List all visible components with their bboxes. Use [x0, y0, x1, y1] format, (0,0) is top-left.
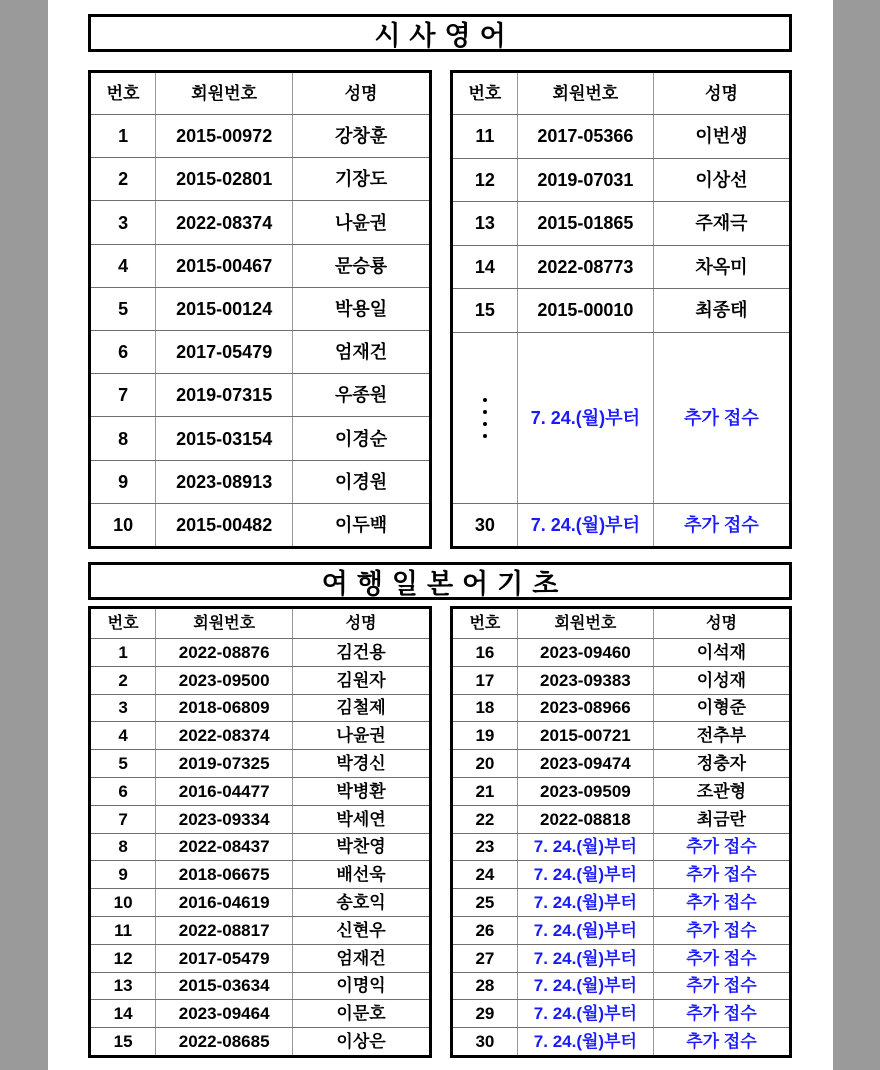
table-cell: 엄재건 — [292, 945, 429, 972]
table-cell: 2023-09383 — [517, 667, 653, 694]
table-row — [91, 114, 429, 157]
table-cell: 추가 접수 — [653, 1028, 789, 1055]
table-cell: 문승룡 — [292, 245, 429, 287]
dot — [483, 422, 487, 426]
table-cell: 7. 24.(월)부터 — [517, 1000, 653, 1027]
table-cell: 9 — [118, 471, 129, 492]
table-cell: 이성재 — [653, 667, 789, 694]
viewer-gutter-right — [833, 0, 880, 1070]
table-cell: 2022-08437 — [155, 834, 292, 861]
column-header-member-id: 회원번호 — [155, 609, 292, 638]
table-row — [91, 638, 429, 666]
table-body — [91, 114, 429, 546]
table-cell: 이번생 — [653, 115, 789, 158]
section-title: 여행일본어기초 — [88, 562, 792, 600]
table-cell: 12 — [474, 169, 495, 190]
column-header-name: 성명 — [653, 609, 789, 638]
table-cell: 2017-05479 — [155, 331, 292, 373]
table-cell: 김건용 — [292, 639, 429, 666]
table-row — [91, 972, 429, 1000]
roster-table-left — [88, 606, 432, 1058]
table-cell: 5 — [118, 754, 128, 774]
table-cell: 30 — [475, 1032, 495, 1052]
table-cell: 10 — [113, 893, 133, 913]
table-cell: 24 — [475, 865, 495, 885]
table-row — [453, 888, 789, 916]
table-cell: 3 — [118, 212, 129, 233]
table-cell: 전추부 — [653, 722, 789, 749]
table-cell: 7. 24.(월)부터 — [517, 917, 653, 944]
column-header-number: 번호 — [469, 614, 501, 632]
table-cell: 우종원 — [292, 374, 429, 416]
table-cell: 2015-02801 — [155, 158, 292, 200]
table-row — [91, 1027, 429, 1055]
table-cell: 3 — [118, 698, 128, 718]
table-cell: 최종태 — [653, 289, 789, 332]
table-cell: 26 — [475, 920, 495, 940]
table-row — [91, 999, 429, 1027]
table-row — [453, 721, 789, 749]
table-cell: 14 — [113, 1004, 133, 1024]
table-cell: 2023-09334 — [155, 806, 292, 833]
table-cell: 2018-06809 — [155, 695, 292, 722]
table-header-row — [91, 609, 429, 638]
table-cell: 2 — [118, 670, 128, 690]
table-cell: 이경원 — [292, 461, 429, 503]
table-header-row — [91, 73, 429, 114]
dot — [483, 410, 487, 414]
table-cell: 추가 접수 — [653, 1000, 789, 1027]
table-row — [91, 916, 429, 944]
table-cell: 박찬영 — [292, 834, 429, 861]
table-row — [91, 944, 429, 972]
table-cell: 추가 접수 — [653, 333, 789, 503]
column-header-number: 번호 — [107, 614, 139, 632]
table-row — [91, 416, 429, 459]
table-cell: 2022-08876 — [155, 639, 292, 666]
table-row — [91, 833, 429, 861]
table-cell: 2018-06675 — [155, 861, 292, 888]
table-cell: 7. 24.(월)부터 — [517, 945, 653, 972]
table-body — [453, 638, 789, 1055]
table-header-row — [453, 609, 789, 638]
table-cell: 22 — [475, 809, 495, 829]
table-cell: 추가 접수 — [653, 973, 789, 1000]
table-cell: 17 — [475, 670, 495, 690]
table-cell: 최금란 — [653, 806, 789, 833]
table-row — [453, 245, 789, 289]
table-row — [91, 460, 429, 503]
column-header-member-id: 회원번호 — [517, 73, 653, 114]
table-cell: 이명익 — [292, 973, 429, 1000]
table-cell: 13 — [113, 976, 133, 996]
table-header-row — [453, 73, 789, 114]
column-header-number: 번호 — [468, 84, 502, 103]
table-row — [453, 1027, 789, 1055]
table-cell: 10 — [113, 514, 134, 535]
table-cell: 2022-08374 — [155, 722, 292, 749]
roster-table-left — [88, 70, 432, 549]
table-cell: 5 — [118, 298, 129, 319]
table-row — [453, 944, 789, 972]
table-cell: 조관형 — [653, 778, 789, 805]
table-cell: 16 — [475, 642, 495, 662]
table-row — [91, 888, 429, 916]
table-row — [91, 157, 429, 200]
table-row — [453, 666, 789, 694]
table-cell: 2019-07325 — [155, 750, 292, 777]
table-cell: 2019-07031 — [517, 159, 653, 202]
table-cell: 2015-00972 — [155, 115, 292, 157]
table-row — [453, 694, 789, 722]
roster-table-right — [450, 70, 792, 549]
table-cell: 배선욱 — [292, 861, 429, 888]
table-body — [91, 638, 429, 1055]
table-row — [453, 805, 789, 833]
table-cell: 11 — [475, 126, 495, 147]
table-cell: 기장도 — [292, 158, 429, 200]
table-cell: 김철제 — [292, 695, 429, 722]
table-cell: 2023-08966 — [517, 695, 653, 722]
table-cell: 2015-03154 — [155, 417, 292, 459]
table-cell: 4 — [118, 726, 128, 746]
table-cell: 2015-00721 — [517, 722, 653, 749]
table-cell: 21 — [475, 781, 495, 801]
table-row — [91, 805, 429, 833]
table-cell: 추가 접수 — [653, 861, 789, 888]
table-cell: 2022-08817 — [155, 917, 292, 944]
table-cell: 2016-04619 — [155, 889, 292, 916]
roster-table-right — [450, 606, 792, 1058]
table-cell: 박용일 — [292, 288, 429, 330]
table-cell: 7. 24.(월)부터 — [517, 889, 653, 916]
table-row — [453, 749, 789, 777]
table-row — [453, 972, 789, 1000]
table-cell: 김원자 — [292, 667, 429, 694]
table-cell: 7 — [118, 385, 129, 406]
table-row — [91, 666, 429, 694]
table-cell: 이상선 — [653, 159, 789, 202]
table-cell: 2023-09500 — [155, 667, 292, 694]
table-row — [91, 244, 429, 287]
table-cell: 2019-07315 — [155, 374, 292, 416]
table-cell: 정충자 — [653, 750, 789, 777]
table-cell: 7. 24.(월)부터 — [517, 834, 653, 861]
table-cell: 30 — [474, 514, 495, 535]
table-row — [453, 114, 789, 158]
table-row — [91, 373, 429, 416]
table-row — [453, 503, 789, 547]
table-row — [91, 503, 429, 546]
table-row — [453, 860, 789, 888]
table-cell: 25 — [475, 893, 495, 913]
table-cell: 강창훈 — [292, 115, 429, 157]
table-row — [91, 721, 429, 749]
table-cell: 나윤권 — [292, 722, 429, 749]
table-row — [453, 638, 789, 666]
column-header-name: 성명 — [653, 73, 789, 114]
table-cell: 6 — [118, 342, 129, 363]
table-cell: 이상은 — [292, 1028, 429, 1055]
table-cell: 2023-09460 — [517, 639, 653, 666]
table-cell: 2016-04477 — [155, 778, 292, 805]
table-cell: 2023-09464 — [155, 1000, 292, 1027]
table-cell: 2023-08913 — [155, 461, 292, 503]
table-row — [453, 916, 789, 944]
table-cell: 11 — [114, 920, 133, 940]
table-cell: 1 — [118, 126, 129, 147]
table-body — [453, 114, 789, 546]
column-header-member-id: 회원번호 — [517, 609, 653, 638]
column-header-name: 성명 — [292, 609, 429, 638]
table-cell: 2 — [118, 169, 129, 190]
table-cell: 7. 24.(월)부터 — [517, 504, 653, 547]
table-cell: 이형준 — [653, 695, 789, 722]
table-cell: 2023-09474 — [517, 750, 653, 777]
table-cell: 2022-08685 — [155, 1028, 292, 1055]
table-row — [91, 860, 429, 888]
table-cell: 이석재 — [653, 639, 789, 666]
table-cell: 박세연 — [292, 806, 429, 833]
dot — [483, 398, 487, 402]
table-cell: 18 — [475, 698, 495, 718]
table-cell: 1 — [118, 642, 128, 662]
table-cell: 15 — [113, 1032, 133, 1052]
table-row — [91, 330, 429, 373]
table-cell: 20 — [475, 754, 495, 774]
table-cell: 2015-00482 — [155, 504, 292, 546]
table-cell: 27 — [475, 948, 495, 968]
table-row — [453, 288, 789, 332]
table-cell: 추가 접수 — [653, 889, 789, 916]
table-cell: 15 — [474, 300, 495, 321]
table-row — [91, 777, 429, 805]
table-cell: 엄재건 — [292, 331, 429, 373]
table-row — [453, 833, 789, 861]
table-cell: 2015-00467 — [155, 245, 292, 287]
table-cell: 7. 24.(월)부터 — [517, 333, 653, 503]
table-cell: 차옥미 — [653, 246, 789, 289]
table-cell: 2017-05366 — [517, 115, 653, 158]
table-cell: 9 — [118, 865, 128, 885]
table-cell: 2015-00010 — [517, 289, 653, 332]
table-cell: 2022-08374 — [155, 201, 292, 243]
table-cell: 8 — [118, 837, 128, 857]
table-cell: 이문호 — [292, 1000, 429, 1027]
table-cell: 나윤권 — [292, 201, 429, 243]
table-cell: 12 — [113, 948, 133, 968]
table-cell: 추가 접수 — [653, 917, 789, 944]
table-cell: 박병환 — [292, 778, 429, 805]
table-cell: 8 — [118, 428, 129, 449]
table-cell: 2017-05479 — [155, 945, 292, 972]
table-cell: 2023-09509 — [517, 778, 653, 805]
table-cell: 이경순 — [292, 417, 429, 459]
table-cell: 7. 24.(월)부터 — [517, 973, 653, 1000]
table-cell: 주재극 — [653, 202, 789, 245]
table-cell: 28 — [475, 976, 495, 996]
table-row — [91, 200, 429, 243]
table-cell: 7. 24.(월)부터 — [517, 861, 653, 888]
section-title: 시사영어 — [88, 14, 792, 52]
table-cell: 송호익 — [292, 889, 429, 916]
column-header-name: 성명 — [292, 73, 429, 114]
table-cell: 2022-08818 — [517, 806, 653, 833]
table-row — [91, 749, 429, 777]
table-cell: 추가 접수 — [653, 945, 789, 972]
table-row — [453, 201, 789, 245]
table-cell: 2015-01865 — [517, 202, 653, 245]
table-cell: 신현우 — [292, 917, 429, 944]
table-cell: 2015-03634 — [155, 973, 292, 1000]
table-row — [453, 777, 789, 805]
table-cell: 23 — [475, 837, 495, 857]
table-cell: 이두백 — [292, 504, 429, 546]
table-cell: 13 — [474, 213, 495, 234]
table-cell: 14 — [474, 256, 495, 277]
table-cell: 7. 24.(월)부터 — [517, 1028, 653, 1055]
table-row — [91, 287, 429, 330]
table-row — [453, 332, 789, 503]
table-row — [91, 694, 429, 722]
table-cell: 6 — [118, 781, 128, 801]
table-cell: 19 — [475, 726, 495, 746]
table-cell: 4 — [118, 255, 129, 276]
ditto-vertical-dots-icon — [453, 333, 517, 503]
viewer-gutter-left — [0, 0, 48, 1070]
column-header-number: 번호 — [106, 84, 140, 103]
table-cell: 29 — [475, 1004, 495, 1024]
table-cell: 2022-08773 — [517, 246, 653, 289]
column-header-member-id: 회원번호 — [155, 73, 292, 114]
table-row — [453, 158, 789, 202]
table-cell: 박경신 — [292, 750, 429, 777]
table-cell: 추가 접수 — [653, 834, 789, 861]
table-cell: 2015-00124 — [155, 288, 292, 330]
dot — [483, 434, 487, 438]
table-row — [453, 999, 789, 1027]
table-cell: 7 — [118, 809, 128, 829]
table-cell: 추가 접수 — [653, 504, 789, 547]
